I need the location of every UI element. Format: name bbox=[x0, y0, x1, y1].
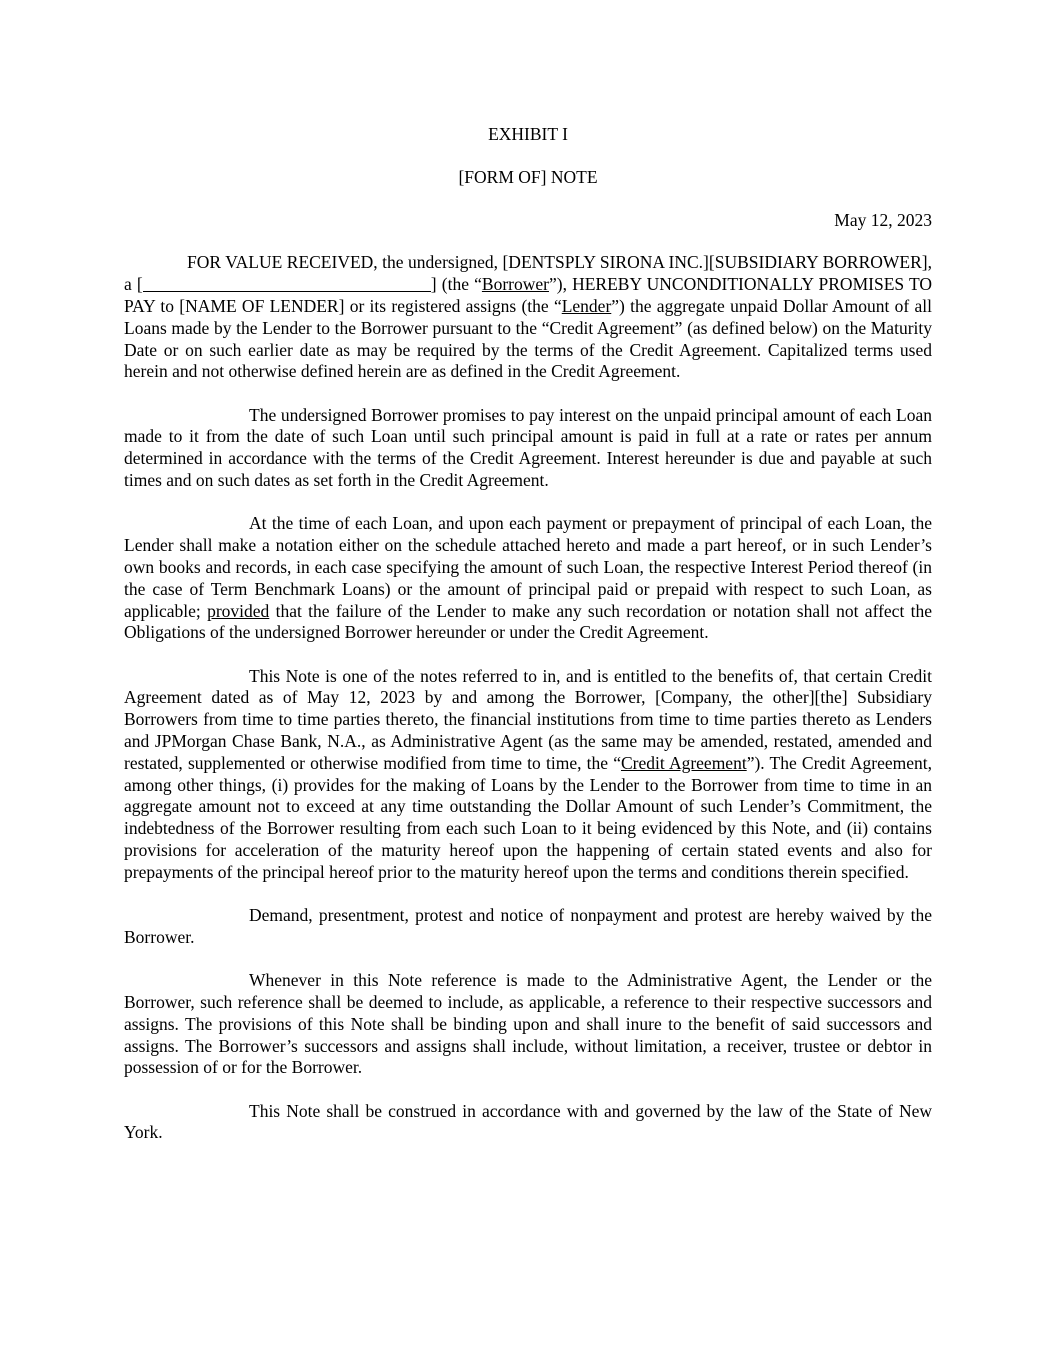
paragraph-promise-to-pay bbox=[124, 252, 932, 383]
p3-text-c: that the failure of the Lender to make any such recordation or notation shall not affect the Obligations of the undersigned Borrower hereunder or under the Credit Agreement. bbox=[124, 600, 932, 643]
paragraph-governing-law: This Note shall be construed in accordance with and governed by the law of the State of New York. bbox=[124, 1100, 932, 1143]
document-date: May 12, 2023 bbox=[834, 209, 932, 230]
p4-text-a: This Note is one of the notes referred to in, and is entitled to the benefits of, that certain Credit Agreement dated as of May 12, 2023 by and among the Borrower, [Company, the other][the] Subsidiary Borrowers from time to time parties thereto, the financial institutions from time to time parties thereto as Lenders and JPMorgan Chase Bank, N.A., as Administrative Agent (as the same may be amended, restated, amended and restated, supplemented or otherwise modified from time to time, the “ bbox=[124, 665, 932, 773]
p4-text-c: ”). The Credit Agreement, among other things, (i) provides for the making of Loans by the Lender to the Borrower from time to time in an aggregate amount not to exceed at any time outstanding the Dollar Amount of such Lender’s Commitment, the indebtedness of the Borrower resulting from each such Loan to it being evidenced by this Note, and (ii) contains provisions for acceleration of the maturity hereof upon the happening of certain stated events and also for prepayments of the principal hereof prior to the maturity hereof upon the terms and conditions therein specified. bbox=[124, 752, 932, 882]
exhibit-title: EXHIBIT I bbox=[488, 124, 568, 144]
p1-text-b: ] (the “ bbox=[430, 274, 482, 295]
note-subtitle: [FORM OF] NOTE bbox=[458, 166, 598, 187]
paragraph-notation bbox=[124, 513, 932, 644]
paragraph-waiver: Demand, presentment, protest and notice of nonpayment and protest are hereby waived by the Borrower. bbox=[124, 905, 932, 947]
defined-term-borrower: Borrower bbox=[481, 274, 549, 295]
blank-line bbox=[143, 275, 431, 292]
defined-term-credit-agreement: Credit Agreement bbox=[620, 752, 747, 773]
defined-term-lender: Lender bbox=[561, 295, 612, 316]
paragraph-interest: The undersigned Borrower promises to pay interest on the unpaid principal amount of each Loan made to it from the date of such Loan until such principal amount is paid in full at a rate or rates per annum determined in accordance with the terms of the Credit Agreement. Interest hereunder is due and payable at such times and on such dates as set forth in the Credit Agreement. bbox=[124, 404, 932, 491]
paragraph-successors: Whenever in this Note reference is made to the Administrative Agent, the Lender or the Borrower, such reference shall be deemed to include, as applicable, a reference to their respective successors and assigns. The provisions of this Note shall be binding upon and shall inure to the benefit of said successors and assigns. The Borrower’s successors and assigns shall include, without limitation, a receiver, trustee or debtor in possession of or for the Borrower. bbox=[124, 970, 932, 1078]
p1-text-a: FOR VALUE RECEIVED, the undersigned, [DENTSPLY SIRONA INC.][SUBSIDIARY BORROWER], a [ bbox=[124, 252, 932, 295]
document-page bbox=[124, 124, 932, 1166]
paragraph-credit-agreement bbox=[124, 666, 932, 884]
p1-text-d: ”), HEREBY UNCONDITIONALLY PROMISES TO PAY to [NAME OF LENDER] or its registered assigns (the “ bbox=[124, 274, 932, 316]
term-provided: provided bbox=[207, 600, 270, 621]
p3-text-a: At the time of each Loan, and upon each payment or prepayment of principal of each Loan, the Lender shall make a notation either on the schedule attached hereto and made a part hereof, or in such Lender’s own books and records, in each case specifying the amount of such Loan, the respective Interest Period thereof (in the case of Term Benchmark Loans) or the amount of principal paid or prepaid with respect to such Loan, as applicable; bbox=[124, 513, 932, 621]
p1-text-f: ”) the aggregate unpaid Dollar Amount of all Loans made by the Lender to the Borrower pursuant to the “Credit Agreement” (as defined below) on the Maturity Date or on such earlier date as may be required by the terms of the Credit Agreement. Capitalized terms used herein and not otherwise defined herein are as defined in the Credit Agreement. bbox=[124, 295, 932, 382]
